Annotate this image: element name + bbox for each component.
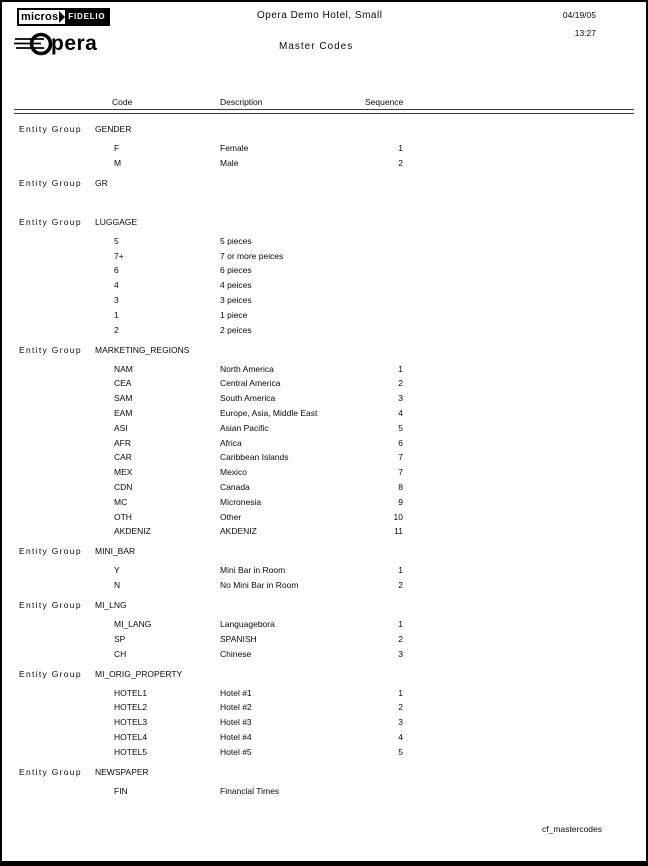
code-row [2,378,646,393]
code-row [2,717,646,732]
code-cell: HOTEL5 [114,746,148,757]
code-row [2,295,646,310]
code-row [2,158,646,173]
opera-logo [14,30,97,58]
report-date: 04/19/05 [562,10,596,20]
code-row [2,325,646,340]
code-cell: EAM [114,407,133,418]
sequence-cell: 5 [398,746,403,757]
entity-group-name: LUGGAGE [95,216,138,227]
sequence-cell: 7 [398,467,403,478]
micros-fidelio-logo [17,8,110,26]
entity-group-label: Entity Group [19,546,82,557]
code-row [2,565,646,580]
code-cell: SAM [114,393,133,404]
code-row [2,280,646,295]
entity-group-items [2,688,646,762]
entity-group-label: Entity Group [19,344,82,355]
sequence-cell: 3 [398,648,403,659]
header-rule [14,109,634,114]
entity-group-header [2,178,646,193]
code-row [2,702,646,717]
description-cell: 3 peices [220,294,252,305]
code-cell: N [114,580,121,591]
code-cell: 2 [114,324,119,335]
sequence-cell: 6 [398,437,403,448]
description-cell: Chinese [220,648,252,659]
code-cell: CDN [114,481,133,492]
entity-group-label: Entity Group [19,177,82,188]
description-cell: Hotel #2 [220,702,252,713]
entity-group-name: GENDER [95,124,132,134]
entity-group-header [2,345,646,360]
report-footer-id: cf_mastercodes [542,824,602,834]
description-cell: Male [220,157,239,168]
entity-group-items [2,364,646,542]
description-cell: Micronesia [220,496,262,507]
description-cell: Hotel #4 [220,732,252,743]
code-cell: 7+ [114,250,124,261]
entity-group [2,124,646,173]
sequence-cell: 10 [393,511,403,522]
sequence-cell: 8 [398,481,403,492]
code-cell: 3 [114,294,119,305]
code-row [2,526,646,541]
opera-logo-text: pera [51,32,98,55]
sequence-cell: 1 [398,143,403,153]
entity-group-name: MINI_BAR [95,546,136,557]
code-row [2,251,646,266]
description-cell: Hotel #1 [220,687,252,698]
code-cell: MI_LANG [114,619,152,630]
code-row [2,265,646,280]
description-cell: AKDENIZ [220,526,257,537]
entity-group-items [2,619,646,663]
description-cell: 7 or more peices [220,250,284,261]
code-cell: 4 [114,280,119,291]
entity-group-label: Entity Group [19,766,82,777]
entity-group-name: MI_ORIG_PROPERTY [95,668,183,679]
entity-group-items [2,565,646,595]
code-row [2,732,646,747]
code-cell: 5 [114,235,119,246]
code-row [2,786,646,801]
code-cell: HOTEL4 [114,732,148,743]
sequence-cell: 4 [398,407,403,418]
entity-group-items [2,143,646,173]
code-cell: ASI [114,422,128,433]
entity-group-name: NEWSPAPER [95,766,149,777]
sequence-cell: 1 [398,687,403,698]
code-row [2,438,646,453]
code-row [2,364,646,379]
description-cell: Hotel #5 [220,746,252,757]
code-cell: OTH [114,511,132,522]
entity-group-header [2,600,646,615]
sequence-cell: 2 [398,580,403,591]
code-row [2,423,646,438]
code-cell: MEX [114,467,133,478]
description-cell: 2 peices [220,324,252,335]
entity-group [2,600,646,663]
sequence-cell: 3 [398,717,403,728]
description-cell: Europe, Asia, Middle East [220,407,318,418]
code-row [2,747,646,762]
entity-group-items [2,197,646,212]
entity-group-items [2,236,646,340]
code-cell: SP [114,633,126,644]
entity-group-name: MARKETING_REGIONS [95,344,190,355]
entity-group [2,546,646,595]
report-subtitle: Master Codes [279,41,354,52]
report-header [2,2,646,97]
sequence-cell: 5 [398,422,403,433]
code-row [2,310,646,325]
description-cell: Asian Pacific [220,422,269,433]
code-row [2,467,646,482]
column-header-sequence: Sequence [365,97,404,107]
entity-group-items [2,786,646,801]
sequence-cell: 4 [398,732,403,743]
code-row [2,649,646,664]
code-cell: HOTEL3 [114,717,148,728]
description-cell: 6 pieces [220,265,252,276]
table-body [2,124,646,801]
report-time: 13:27 [574,28,596,38]
sequence-cell: 1 [398,363,403,374]
column-header-code: Code [112,97,133,107]
description-cell: Central America [220,378,281,389]
code-cell: HOTEL1 [114,687,148,698]
code-row [2,634,646,649]
code-row [2,452,646,467]
code-row [2,143,646,158]
description-cell: Financial Times [220,785,280,796]
code-cell: Y [114,565,120,576]
code-cell: 6 [114,265,119,276]
code-row [2,482,646,497]
description-cell: Canada [220,481,250,492]
sequence-cell: 2 [398,157,403,168]
code-cell: CH [114,648,127,659]
entity-group [2,178,646,212]
code-cell: CEA [114,378,132,389]
code-cell: F [114,143,120,153]
code-row [2,408,646,423]
description-cell: Hotel #3 [220,717,252,728]
entity-group-header [2,767,646,782]
entity-group-header [2,124,646,139]
description-cell: 4 peices [220,280,252,291]
description-cell: Caribbean Islands [220,452,289,463]
table-column-headers [2,97,646,109]
description-cell: No Mini Bar in Room [220,580,299,591]
description-cell: South America [220,393,276,404]
sequence-cell: 2 [398,702,403,713]
code-row [2,619,646,634]
entity-group-name: MI_LNG [95,600,127,611]
description-cell: Languagebora [220,619,275,630]
entity-group-name: GR [95,177,108,188]
code-row [2,580,646,595]
entity-group-label: Entity Group [19,600,82,611]
entity-group [2,767,646,801]
opera-o-icon [14,30,54,58]
code-row [2,393,646,408]
code-cell: HOTEL2 [114,702,148,713]
code-cell: FIN [114,785,128,796]
sequence-cell: 1 [398,565,403,576]
description-cell: Other [220,511,242,522]
entity-group-header [2,546,646,561]
description-cell: 1 piece [220,309,248,320]
entity-group-header [2,669,646,684]
sequence-cell: 7 [398,452,403,463]
code-cell: AFR [114,437,131,448]
code-row [2,688,646,703]
code-cell: 1 [114,309,119,320]
entity-group-label: Entity Group [19,668,82,679]
code-cell: NAM [114,363,133,374]
code-row [2,497,646,512]
sequence-cell: 9 [398,496,403,507]
sequence-cell: 3 [398,393,403,404]
description-cell: Female [220,143,249,153]
code-row [2,236,646,251]
sequence-cell: 2 [398,378,403,389]
description-cell: 5 pieces [220,235,252,246]
column-header-description: Description [220,97,263,107]
empty-row [2,197,646,212]
sequence-cell: 2 [398,633,403,644]
description-cell: Mini Bar in Room [220,565,286,576]
description-cell: Mexico [220,467,247,478]
code-cell: CAR [114,452,132,463]
entity-group-header [2,217,646,232]
code-cell: MC [114,496,128,507]
sequence-cell: 1 [398,619,403,630]
entity-group [2,217,646,340]
micros-logo-text: micros [21,11,59,23]
code-cell: M [114,157,122,168]
entity-group-label: Entity Group [19,124,82,134]
sequence-cell: 11 [394,526,403,537]
description-cell: Africa [220,437,242,448]
entity-group-label: Entity Group [19,216,82,227]
description-cell: North America [220,363,274,374]
entity-group [2,669,646,762]
code-cell: AKDENIZ [114,526,151,537]
description-cell: SPANISH [220,633,257,644]
entity-group [2,345,646,542]
code-row [2,512,646,527]
fidelio-logo-text: FIDELIO [65,10,108,24]
report-title: Opera Demo Hotel, Small [257,10,383,21]
